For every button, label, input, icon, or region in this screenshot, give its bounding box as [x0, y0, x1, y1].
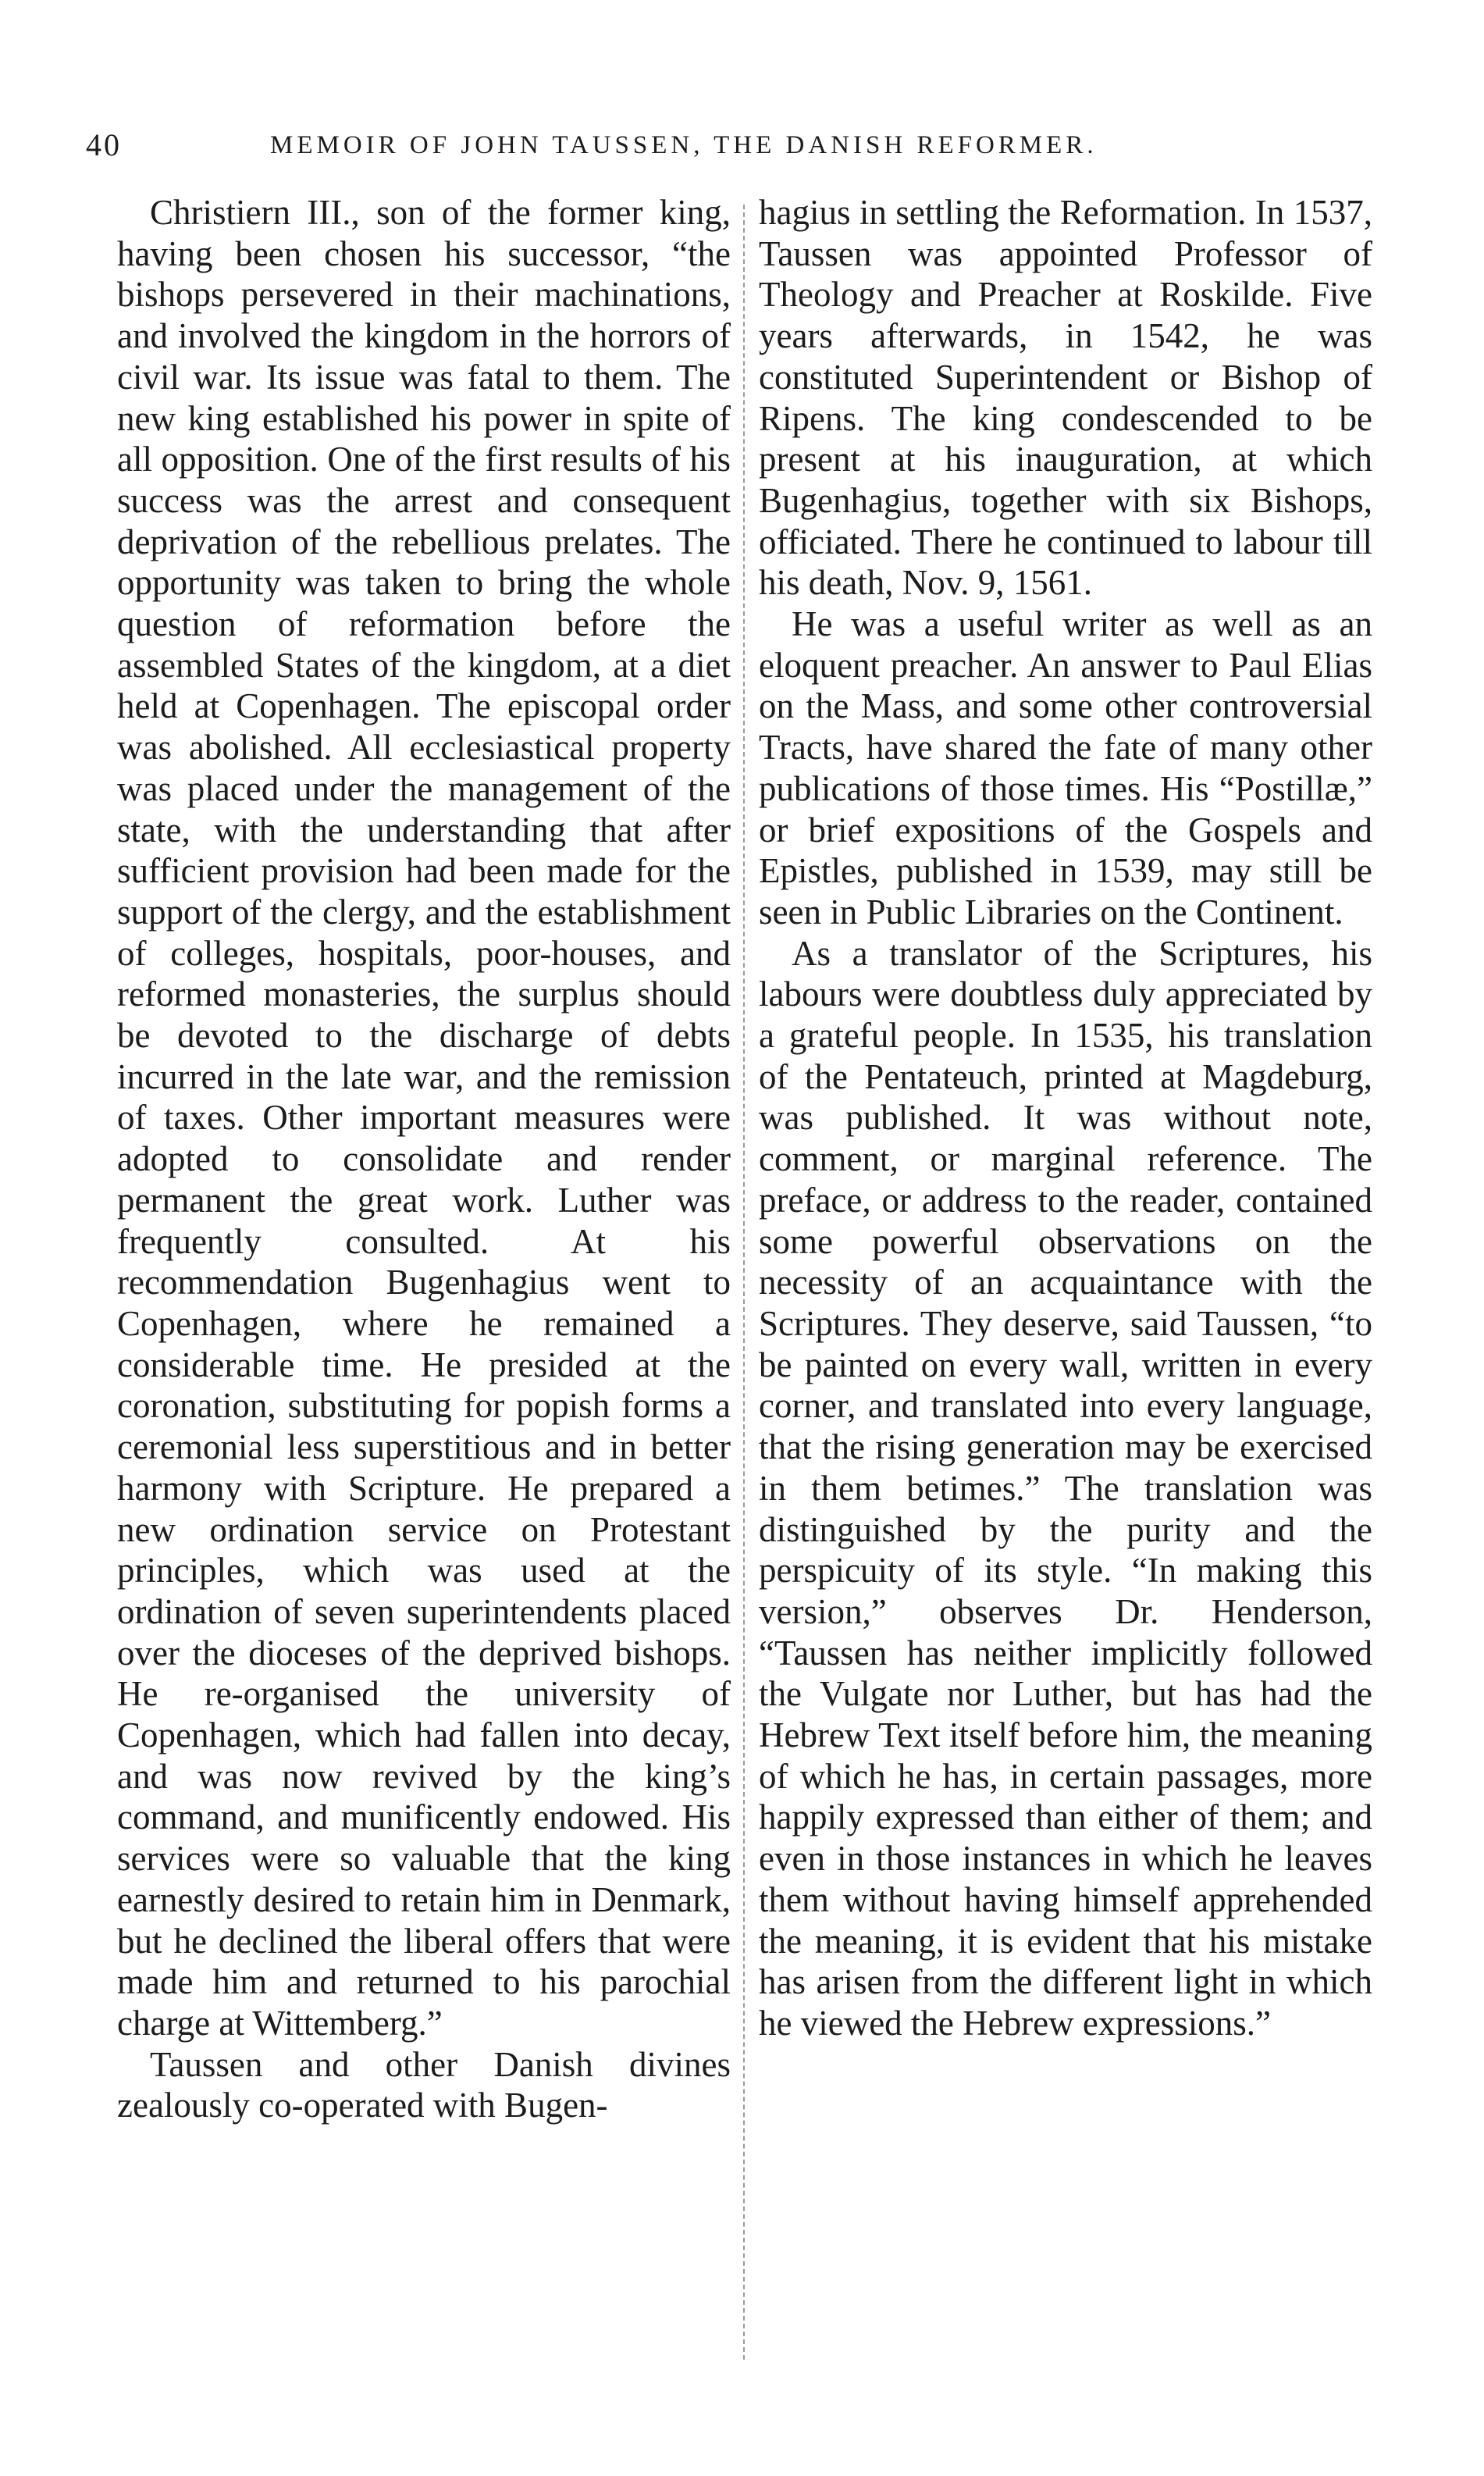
paragraph-translator: As a translator of the Scriptures, his labours were doubtless duly appreciated by a grateful people. In 1535, his translation of the Pentateuch, printed at Magdeburg, was published. It was without note, comment, or marginal reference. The preface, or address to the reader, contained some powerful observations on the necessity of an acquaintance with the Scriptures. They deserve, said Taussen, “to be painted on every wall, written in every corner, and translated into every language, that the rising generation may be exercised in them betimes.” The translation was distinguished by the purity and the perspicuity of its style. “In making this version,” observes Dr. Henderson, “Taussen has neither implicitly followed the Vulgate nor Luther, but has had the Hebrew Text itself before him, the meaning of which he has, in certain passages, more happily expressed than either of them; and even in those instances in which he leaves them without having himself apprehended the meaning, it is evident that his mistake has arisen from the different light in which he viewed the Hebrew expressions.” — [759, 933, 1372, 2043]
paragraph-taussen-cooperated: Taussen and other Danish divines zealously co-operated with Bugen- — [117, 2044, 731, 2125]
right-column — [759, 192, 1372, 2044]
page-number: 40 — [86, 127, 122, 162]
paragraph-reformation-continued: hagius in settling the Reformation. In 1537, Taussen was appointed Professor of Theology and Preacher at Roskilde. Five years afterwards, in 1542, he was constituted Superintendent or Bishop of Ripens. The king condescended to be present at his inauguration, at which Bugenhagius, together with six Bishops, officiated. There he continued to labour till his death, Nov. 9, 1561. — [759, 193, 1372, 603]
paragraph-useful-writer: He was a useful writer as well as an eloquent preacher. An answer to Paul Elias on the Mass, and some other controversial Tracts, have shared the fate of many other publications of those times. His “Postillæ,” or brief expositions of the Gospels and Epistles, published in 1539, may still be seen in Public Libraries on the Continent. — [759, 604, 1372, 932]
running-title: MEMOIR OF JOHN TAUSSEN, THE DANISH REFORMER. — [270, 131, 1098, 159]
column-divider — [743, 205, 745, 2360]
page-header — [86, 123, 1397, 167]
paragraph-christiern: Christiern III., son of the former king, having been chosen his successor, “the bishops persevered in their machinations, and involved the kingdom in the horrors of civil war. Its issue was fatal to them. The new king established his power in spite of all opposition. One of the first results of his success was the arrest and consequent deprivation of the rebellious prelates. The opportunity was taken to bring the whole question of reformation before the assembled States of the kingdom, at a diet held at Copenhagen. The episcopal order was abolished. All ecclesiastical property was placed under the management of the state, with the understanding that after sufficient provision had been made for the support of the clergy, and the establishment of colleges, hospitals, poor-houses, and reformed monasteries, the surplus should be devoted to the discharge of debts incurred in the late war, and the remission of taxes. Other important measures were adopted to consolidate and render permanent the great work. Luther was frequently consulted. At his recommendation Bugenhagius went to Copenhagen, where he remained a considerable time. He presided at the coronation, substituting for popish forms a ceremonial less superstitious and in better harmony with Scripture. He prepared a new ordination service on Protestant principles, which was used at the ordination of seven superintendents placed over the dioceses of the deprived bishops. He re-organised the university of Copenhagen, which had fallen into decay, and was now revived by the king’s command, and munificently endowed. His services were so valuable that the king earnestly desired to retain him in Denmark, but he declined the liberal offers that were made him and returned to his parochial charge at Wittemberg.” — [117, 193, 731, 2043]
left-column — [117, 192, 731, 2126]
